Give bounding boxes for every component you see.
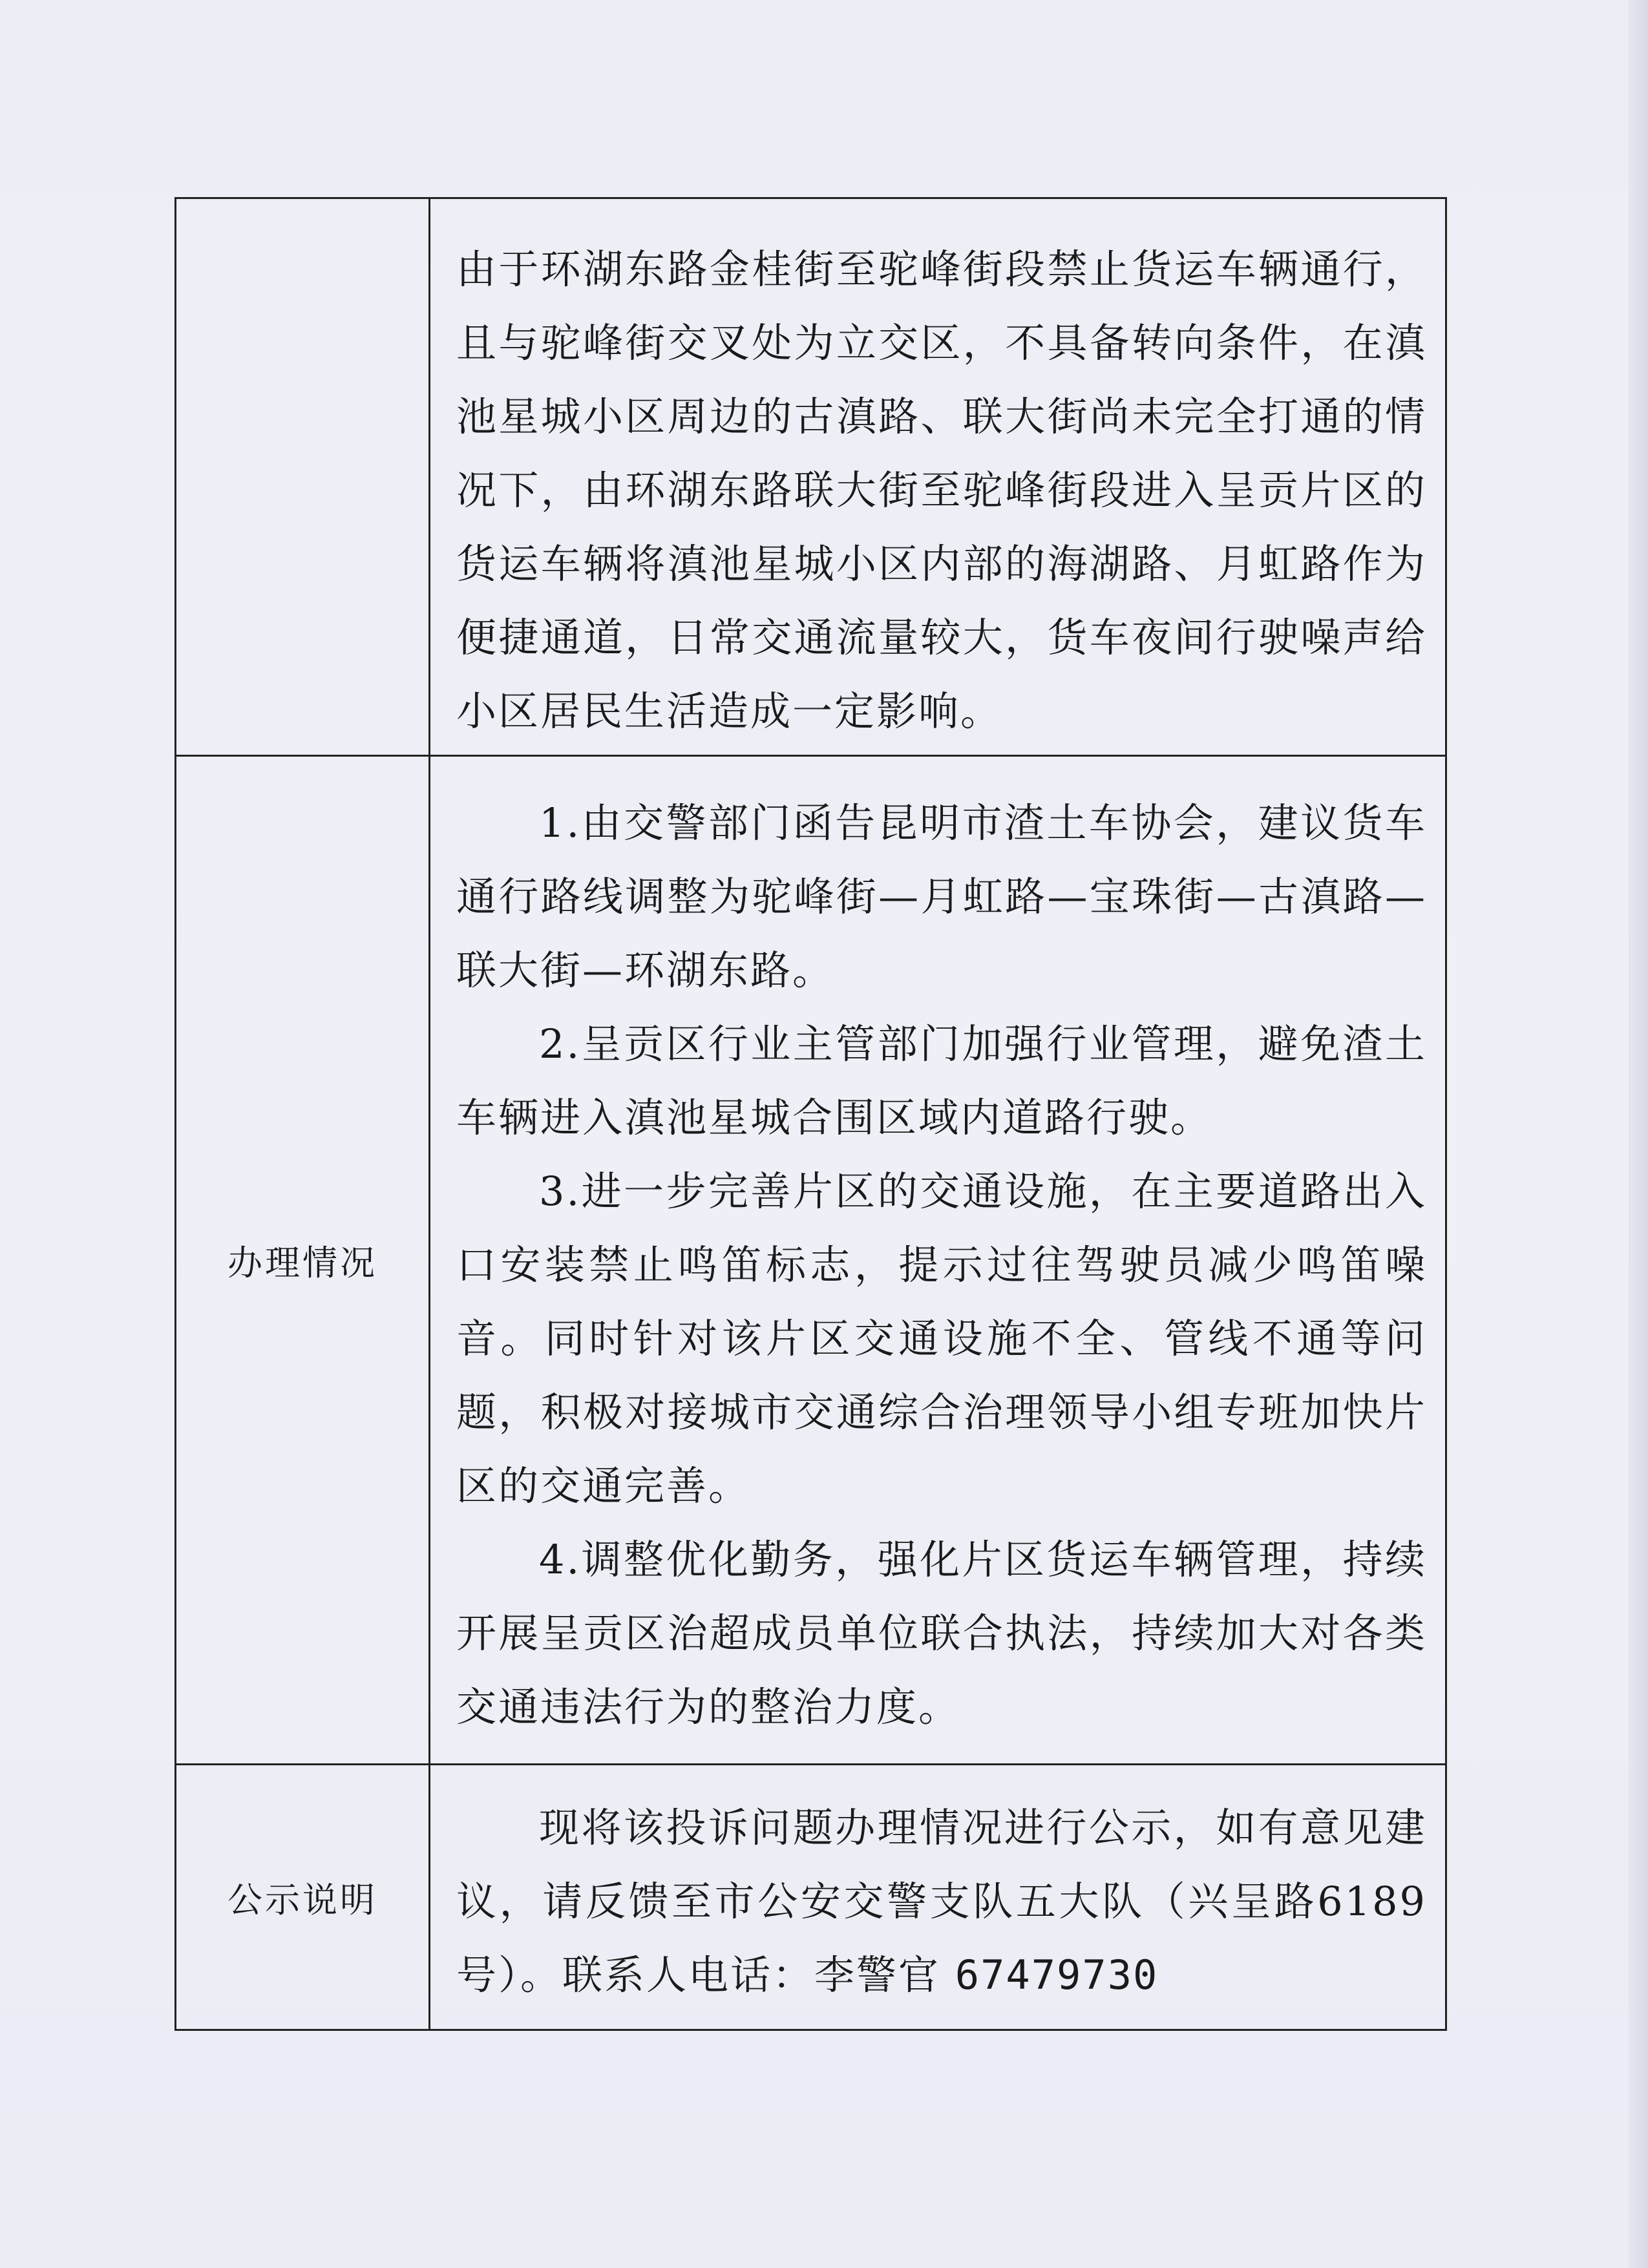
notice-paragraph: [456, 1791, 1427, 2012]
handling-item-4: 4.调整优化勤务，强化片区货运车辆管理，持续开展呈贡区治超成员单位联合执法，持续加大对各类交通违法行为的整治力度。: [456, 1536, 1427, 1730]
description-cell: [430, 198, 1446, 756]
scan-edge: [1629, 0, 1648, 2268]
table-row-description: [176, 198, 1446, 756]
table-row-handling: [176, 756, 1446, 1765]
table-row-notice: [176, 1765, 1446, 2030]
handling-item-2: 2.呈贡区行业主管部门加强行业管理，避免渣土车辆进入滇池星城合围区域内道路行驶。: [456, 1020, 1427, 1141]
row-label-empty: [176, 198, 430, 756]
handling-label: 办理情况: [176, 756, 430, 1765]
notice-cell: [430, 1765, 1446, 2030]
contact-name: 李警官: [814, 1951, 941, 1999]
complaint-table: [174, 197, 1447, 2031]
contact-phone: 67479730: [955, 1951, 1159, 1999]
description-paragraph: 由于环湖东路金桂街至驼峰街段禁止货运车辆通行，且与驼峰街交叉处为立交区，不具备转向条件，在滇池星城小区周边的古滇路、联大街尚未完全打通的情况下，由环湖东路联大街至驼峰街段进入呈贡片区的货运车辆将滇池星城小区内部的海湖路、月虹路作为便捷通道，日常交通流量较大，货车夜间行驶噪声给小区居民生活造成一定影响。: [456, 246, 1427, 735]
handling-item-1: 1.由交警部门函告昆明市渣土车协会，建议货车通行路线调整为驼峰街—月虹路—宝珠街—古滇路—联大街—环湖东路。: [456, 799, 1427, 994]
notice-text: 现将该投诉问题办理情况进行公示，如有意见建议，请反馈至市公安交警支队五大队（兴呈路6189号）。联系人电话：: [456, 1804, 1427, 1999]
notice-label: 公示说明: [176, 1765, 430, 2030]
handling-cell: [430, 756, 1446, 1765]
handling-item-3: 3.进一步完善片区的交通设施，在主要道路出入口安装禁止鸣笛标志，提示过往驾驶员减少鸣笛噪音。同时针对该片区交通设施不全、管线不通等问题，积极对接城市交通综合治理领导小组专班加快片区的交通完善。: [456, 1168, 1427, 1509]
